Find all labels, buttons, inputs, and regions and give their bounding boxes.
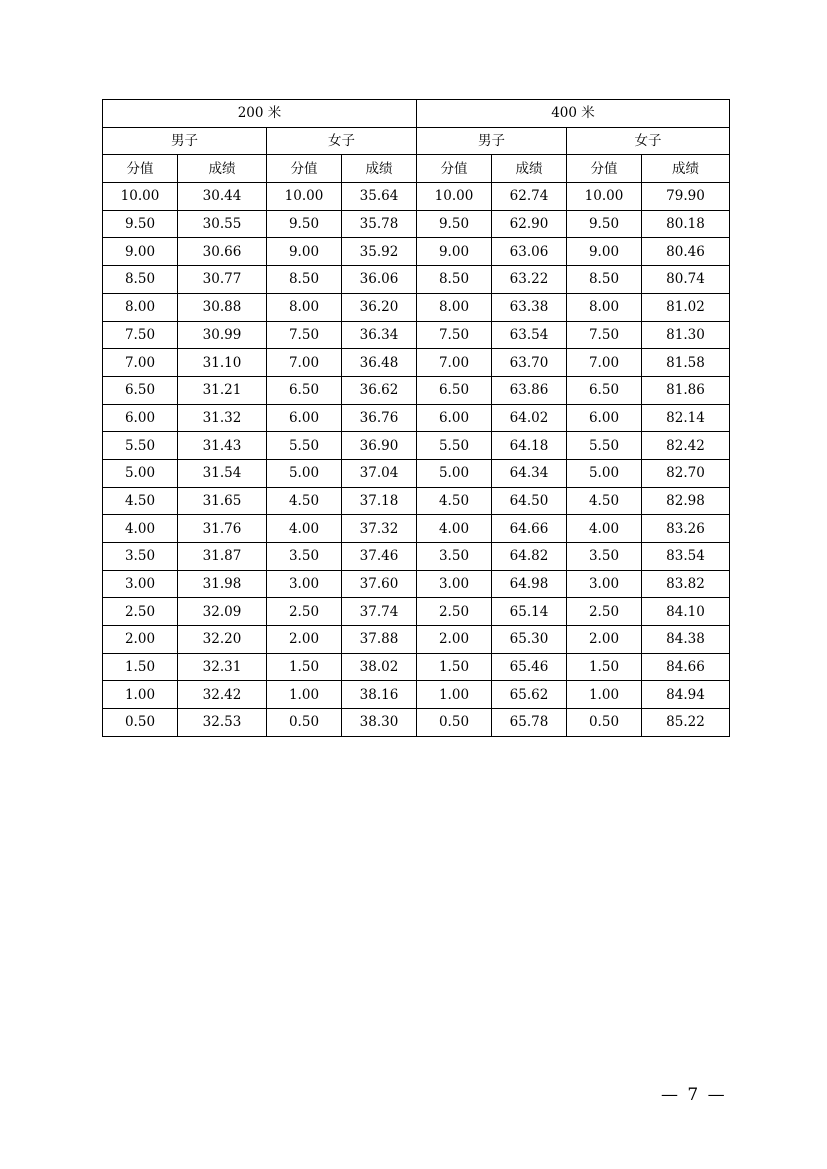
result-cell: 32.53 [178,709,267,737]
result-cell: 65.62 [492,681,567,709]
score-cell: 1.50 [267,653,342,681]
score-cell: 2.50 [417,598,492,626]
score-cell: 3.50 [567,543,642,571]
result-cell: 31.98 [178,570,267,598]
result-cell: 36.76 [342,404,417,432]
score-cell: 4.00 [567,515,642,543]
result-cell: 82.98 [642,487,730,515]
table-row [103,293,730,321]
result-cell: 64.50 [492,487,567,515]
score-cell: 10.00 [567,183,642,211]
result-cell: 84.38 [642,626,730,654]
score-cell: 6.00 [417,404,492,432]
result-cell: 31.21 [178,376,267,404]
score-table-body [103,100,730,737]
score-cell: 2.00 [567,626,642,654]
score-cell: 9.50 [103,210,178,238]
result-cell: 64.82 [492,543,567,571]
result-cell: 31.76 [178,515,267,543]
result-cell: 36.34 [342,321,417,349]
result-cell: 30.99 [178,321,267,349]
result-cell: 36.48 [342,349,417,377]
column-header-result: 成绩 [178,155,267,183]
column-header-score: 分值 [267,155,342,183]
result-cell: 31.10 [178,349,267,377]
score-cell: 6.50 [267,376,342,404]
gender-header-row [103,127,730,155]
result-cell: 64.18 [492,432,567,460]
result-cell: 81.30 [642,321,730,349]
table-row [103,183,730,211]
score-cell: 0.50 [417,709,492,737]
score-cell: 6.00 [103,404,178,432]
score-cell: 8.00 [417,293,492,321]
score-cell: 6.50 [103,376,178,404]
score-cell: 3.50 [267,543,342,571]
gender-header-200m-male: 男子 [103,127,267,155]
result-cell: 31.54 [178,459,267,487]
result-cell: 83.54 [642,543,730,571]
table-row [103,515,730,543]
table-row [103,570,730,598]
table-row [103,432,730,460]
result-cell: 65.30 [492,626,567,654]
result-cell: 63.22 [492,266,567,294]
gender-header-400m-male: 男子 [417,127,567,155]
table-row [103,653,730,681]
result-cell: 32.20 [178,626,267,654]
result-cell: 63.86 [492,376,567,404]
result-cell: 32.42 [178,681,267,709]
result-cell: 84.94 [642,681,730,709]
result-cell: 79.90 [642,183,730,211]
score-cell: 3.00 [567,570,642,598]
result-cell: 32.31 [178,653,267,681]
score-cell: 7.50 [103,321,178,349]
score-cell: 9.00 [417,238,492,266]
score-cell: 7.00 [103,349,178,377]
result-cell: 84.10 [642,598,730,626]
score-cell: 8.50 [103,266,178,294]
result-cell: 36.90 [342,432,417,460]
score-cell: 5.00 [103,459,178,487]
result-cell: 63.54 [492,321,567,349]
result-cell: 63.70 [492,349,567,377]
score-cell: 5.50 [567,432,642,460]
result-cell: 81.58 [642,349,730,377]
result-cell: 38.02 [342,653,417,681]
result-cell: 80.18 [642,210,730,238]
score-cell: 4.50 [103,487,178,515]
event-header-400m: 400 米 [417,100,730,128]
score-cell: 8.00 [267,293,342,321]
result-cell: 85.22 [642,709,730,737]
score-cell: 2.50 [567,598,642,626]
table-row [103,349,730,377]
result-cell: 64.98 [492,570,567,598]
result-cell: 35.92 [342,238,417,266]
score-cell: 2.00 [417,626,492,654]
score-cell: 1.00 [567,681,642,709]
event-header-200m: 200 米 [103,100,417,128]
result-cell: 31.87 [178,543,267,571]
result-cell: 30.77 [178,266,267,294]
table-row [103,681,730,709]
result-cell: 62.74 [492,183,567,211]
score-cell: 0.50 [103,709,178,737]
table-row [103,487,730,515]
column-header-score: 分值 [417,155,492,183]
result-cell: 35.64 [342,183,417,211]
column-header-result: 成绩 [342,155,417,183]
page-number: — 7 — [661,1085,727,1105]
score-cell: 9.00 [267,238,342,266]
column-header-score: 分值 [103,155,178,183]
score-cell: 9.00 [103,238,178,266]
score-cell: 8.00 [567,293,642,321]
table-row [103,459,730,487]
table-row [103,210,730,238]
gender-header-400m-female: 女子 [567,127,730,155]
score-cell: 9.50 [567,210,642,238]
score-cell: 5.50 [267,432,342,460]
score-cell: 9.50 [267,210,342,238]
score-cell: 5.50 [417,432,492,460]
score-cell: 10.00 [103,183,178,211]
score-cell: 7.00 [567,349,642,377]
result-cell: 82.14 [642,404,730,432]
score-cell: 2.50 [267,598,342,626]
score-cell: 3.50 [417,543,492,571]
score-cell: 7.00 [267,349,342,377]
score-cell: 1.00 [417,681,492,709]
column-header-score: 分值 [567,155,642,183]
result-cell: 36.06 [342,266,417,294]
score-table [102,99,730,737]
score-cell: 6.00 [567,404,642,432]
column-header-result: 成绩 [642,155,730,183]
result-cell: 83.26 [642,515,730,543]
result-cell: 81.86 [642,376,730,404]
result-cell: 37.60 [342,570,417,598]
result-cell: 63.38 [492,293,567,321]
result-cell: 38.16 [342,681,417,709]
table-row [103,238,730,266]
result-cell: 30.44 [178,183,267,211]
score-cell: 1.50 [417,653,492,681]
result-cell: 30.88 [178,293,267,321]
score-cell: 5.00 [267,459,342,487]
result-cell: 80.46 [642,238,730,266]
table-row [103,266,730,294]
result-cell: 64.66 [492,515,567,543]
column-header-row [103,155,730,183]
score-cell: 4.00 [267,515,342,543]
result-cell: 83.82 [642,570,730,598]
score-cell: 7.50 [267,321,342,349]
score-cell: 10.00 [267,183,342,211]
score-cell: 3.00 [417,570,492,598]
result-cell: 37.04 [342,459,417,487]
score-cell: 0.50 [567,709,642,737]
score-cell: 3.00 [103,570,178,598]
score-cell: 6.00 [267,404,342,432]
result-cell: 62.90 [492,210,567,238]
result-cell: 80.74 [642,266,730,294]
result-cell: 37.74 [342,598,417,626]
result-cell: 31.32 [178,404,267,432]
score-cell: 4.00 [417,515,492,543]
score-cell: 1.00 [267,681,342,709]
score-cell: 4.50 [267,487,342,515]
score-cell: 4.50 [567,487,642,515]
score-cell: 2.50 [103,598,178,626]
table-row [103,626,730,654]
table-row [103,376,730,404]
result-cell: 84.66 [642,653,730,681]
result-cell: 81.02 [642,293,730,321]
score-cell: 5.00 [567,459,642,487]
score-cell: 9.00 [567,238,642,266]
result-cell: 35.78 [342,210,417,238]
result-cell: 63.06 [492,238,567,266]
result-cell: 37.88 [342,626,417,654]
score-cell: 1.50 [103,653,178,681]
result-cell: 64.02 [492,404,567,432]
result-cell: 31.43 [178,432,267,460]
score-cell: 1.50 [567,653,642,681]
result-cell: 30.66 [178,238,267,266]
score-cell: 10.00 [417,183,492,211]
score-cell: 8.50 [567,266,642,294]
column-header-result: 成绩 [492,155,567,183]
result-cell: 38.30 [342,709,417,737]
result-cell: 82.70 [642,459,730,487]
table-row [103,709,730,737]
score-cell: 1.00 [103,681,178,709]
score-cell: 3.50 [103,543,178,571]
result-cell: 37.46 [342,543,417,571]
score-cell: 5.00 [417,459,492,487]
event-header-row [103,100,730,128]
score-cell: 8.50 [417,266,492,294]
result-cell: 36.20 [342,293,417,321]
table-row [103,543,730,571]
score-cell: 8.50 [267,266,342,294]
result-cell: 32.09 [178,598,267,626]
result-cell: 30.55 [178,210,267,238]
score-cell: 0.50 [267,709,342,737]
result-cell: 65.46 [492,653,567,681]
gender-header-200m-female: 女子 [267,127,417,155]
result-cell: 37.32 [342,515,417,543]
result-cell: 65.14 [492,598,567,626]
table-row [103,598,730,626]
score-cell: 6.50 [567,376,642,404]
result-cell: 64.34 [492,459,567,487]
score-cell: 2.00 [267,626,342,654]
result-cell: 36.62 [342,376,417,404]
score-cell: 4.00 [103,515,178,543]
score-cell: 8.00 [103,293,178,321]
table-row [103,321,730,349]
score-cell: 9.50 [417,210,492,238]
score-cell: 7.50 [567,321,642,349]
score-cell: 7.50 [417,321,492,349]
score-cell: 7.00 [417,349,492,377]
table-row [103,404,730,432]
score-cell: 5.50 [103,432,178,460]
result-cell: 65.78 [492,709,567,737]
score-cell: 3.00 [267,570,342,598]
score-cell: 6.50 [417,376,492,404]
score-cell: 2.00 [103,626,178,654]
result-cell: 82.42 [642,432,730,460]
score-cell: 4.50 [417,487,492,515]
result-cell: 37.18 [342,487,417,515]
result-cell: 31.65 [178,487,267,515]
